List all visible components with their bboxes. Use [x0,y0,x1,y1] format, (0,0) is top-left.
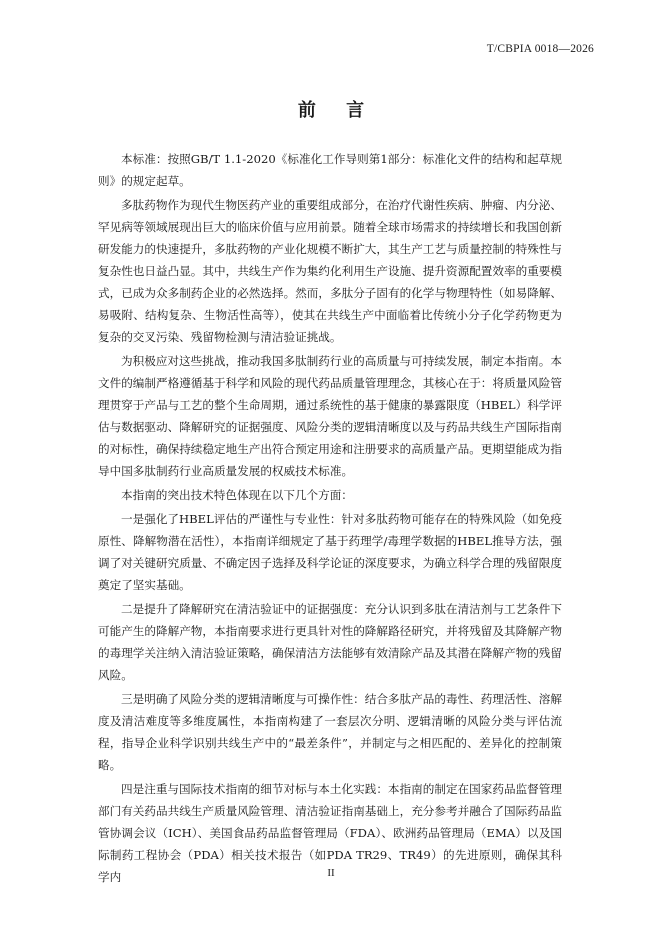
paragraph-background: 多肽药物作为现代生物医药产业的重要组成部分，在治疗代谢性疾病、肿瘤、内分泌、罕见病等领域展现出巨大的临床价值与应用前景。随着全球市场需求的持续增长和我国创新研发能力的快速提升，多肽药物的产业化规模不断扩大，其生产工艺与质量控制的特殊性与复杂性也日益凸显。其中，共线生产作为集约化利用生产设施、提升资源配置效率的重要模式，已成为众多制药企业的必然选择。然而，多肽分子固有的化学与物理特性（如易降解、易吸附、结构复杂、生物活性高等），使其在共线生产中面临着比传统小分子化学药物更为复杂的交叉污染、残留物检测与清洁验证挑战。 [98,198,562,344]
page-title: 前 言 [297,100,377,121]
paragraph-purpose: 为积极应对这些挑战，推动我国多肽制药行业的高质量与可持续发展，制定本指南。本文件的编制严格遵循基于科学和风险的现代药品质量管理理念，其核心在于：将质量风险管理贯穿于产品与工艺的整个生命周期，通过系统性的基于健康的暴露限度（HBEL）科学评估与数据驱动、降解研究的证据强度、风险分类的逻辑清晰度以及与药品共线生产国际指南的对标性，确保持续稳定地生产出符合预定用途和注册要求的高质量产品。更期望能成为指导中国多肽制药行业高质量发展的权威技术标准。 [98,354,562,478]
standard-number: T/CBPIA 0018—2026 [486,43,594,55]
foreword-body [98,148,562,890]
paragraph-feature-1: 一是强化了HBEL评估的严谨性与专业性：针对多肽药物可能存在的特殊风险（如免疫原性、降解物潜在活性），本指南详细规定了基于药理学/毒理学数据的HBEL推导方法，强调了对关键研究质量、不确定因子选择及科学论证的深度要求，为确立科学合理的残留限度奠定了坚实基础。 [98,512,562,592]
paragraph-features-intro: 本指南的突出技术特色体现在以下几个方面： [121,488,353,502]
paragraph-feature-3: 三是明确了风险分类的逻辑清晰度与可操作性：结合多肽产品的毒性、药理活性、溶解度及清洁难度等多维度属性，本指南构建了一套层次分明、逻辑清晰的风险分类与评估流程，指导企业科学识别共线生产中的“最差条件”，并制定与之相匹配的、差异化的控制策略。 [98,692,562,772]
page-number: II [327,867,335,879]
paragraph-drafting-basis: 本标准：按照GB/T 1.1-2020《标准化工作导则第1部分：标准化文件的结构和起草规则》的规定起草。 [98,152,562,188]
paragraph-feature-4: 四是注重与国际技术指南的细节对标与本土化实践：本指南的制定在国家药品监督管理部门有关药品共线生产质量风险管理、清洁验证指南基础上，充分参考并融合了国际药品监管协调会议（ICH）、美国食品药品监督管理局（FDA）、欧洲药品管理局（EMA）以及国际制药工程协会（PDA）相关技术报告（如PDA TR29、TR49）的先进原则，确保其科学内 [98,782,562,884]
paragraph-feature-2: 二是提升了降解研究在清洁验证中的证据强度：充分认识到多肽在清洁剂与工艺条件下可能产生的降解产物，本指南要求进行更具针对性的降解路径研究，并将残留及其降解产物的毒理学关注纳入清洁验证策略，确保清洁方法能够有效清除产品及其潜在降解产物的残留风险。 [98,602,562,682]
